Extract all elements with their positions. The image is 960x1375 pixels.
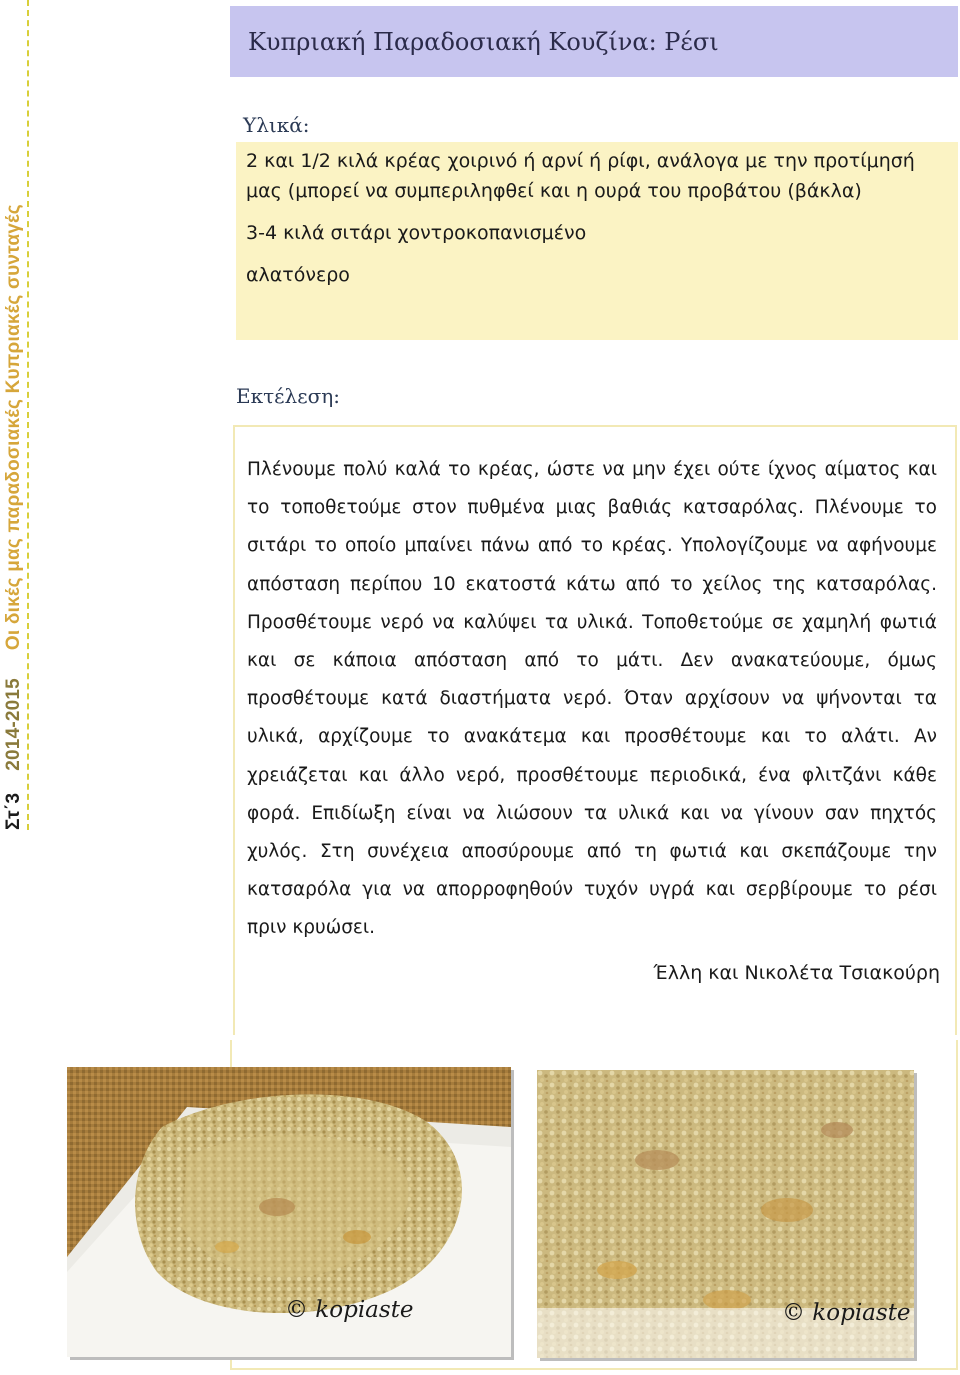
- sidebar-term: Στ΄3: [3, 792, 24, 830]
- photo-watermark: © kopiaste: [285, 1297, 414, 1323]
- ingredient-item: αλατόνερο: [246, 264, 350, 286]
- photo-watermark: © kopiaste: [782, 1300, 911, 1326]
- photo-resi-closeup: [537, 1070, 914, 1358]
- sidebar-subtitle: Οι δικές μας παραδοσιακές Κυπριακές συνταγές: [3, 204, 24, 651]
- method-heading: Εκτέλεση:: [236, 384, 340, 408]
- ingredient-item: 2 και 1/2 κιλά κρέας χοιρινό ή αρνί ή ρίφι, ανάλογα με την προτίμησή μας (μπορεί να συμπεριληφθεί και η ουρά του προβάτου (βάκλα): [246, 150, 915, 202]
- sidebar-dashed-line: [27, 0, 29, 830]
- ingredients-heading: Υλικά:: [243, 113, 310, 137]
- sidebar-year: 2014-2015: [3, 678, 24, 771]
- signature: Έλλη και Νικολέτα Τσιακούρη: [653, 962, 940, 984]
- ingredients-box: [236, 142, 958, 340]
- sidebar-text: [3, 0, 25, 830]
- method-text: Πλένουμε πολύ καλά το κρέας, ώστε να μην έχει ούτε ίχνος αίματος και το τοποθετούμε στον πυθμένα μιας βαθιάς κατσαρόλας. Πλένουμε το σιτάρι το οποίο μπαίνει πάνω από το κρέας. Υπολογίζουμε να αφήνουμε απόσταση περίπου 10 εκατοστά κάτω από το χείλος της κατσαρόλας. Προσθέτουμε νερό να καλύψει τα υλικά. Τοποθετούμε σε χαμηλή φωτιά και σε κάποια απόσταση από το μάτι. Δεν ανακατεύουμε, όμως προσθέτουμε κατά διαστήματα νερό. Όταν αρχίσουν να ψήνονται τα υλικά, αρχίζουμε το ανακάτεμα και προσθέτουμε και το αλάτι. Αν χρειάζεται και άλλο νερό, προσθέτουμε περιοδικά, ένα φλιτζάνι κάθε φορά. Επιδίωξη είναι να λιώσουν τα υλικά και να γίνουν σαν πηχτός χυλός. Στη συνέχεια αποσύρουμε από τη φωτιά και σκεπάζουμε την κατσαρόλα για να απορροφηθούν τυχόν υγρά και σερβίρουμε το ρέσι πριν κρυώσει.: [247, 459, 937, 939]
- method-box: [233, 425, 957, 1035]
- sidebar: [0, 0, 28, 830]
- ingredient-item: 3-4 κιλά σιτάρι χοντροκοπανισμένο: [246, 222, 587, 244]
- page-title: Κυπριακή Παραδοσιακή Κουζίνα: Ρέσι: [248, 27, 719, 56]
- title-banner: [230, 6, 958, 77]
- photo-resi-plate: [67, 1067, 511, 1357]
